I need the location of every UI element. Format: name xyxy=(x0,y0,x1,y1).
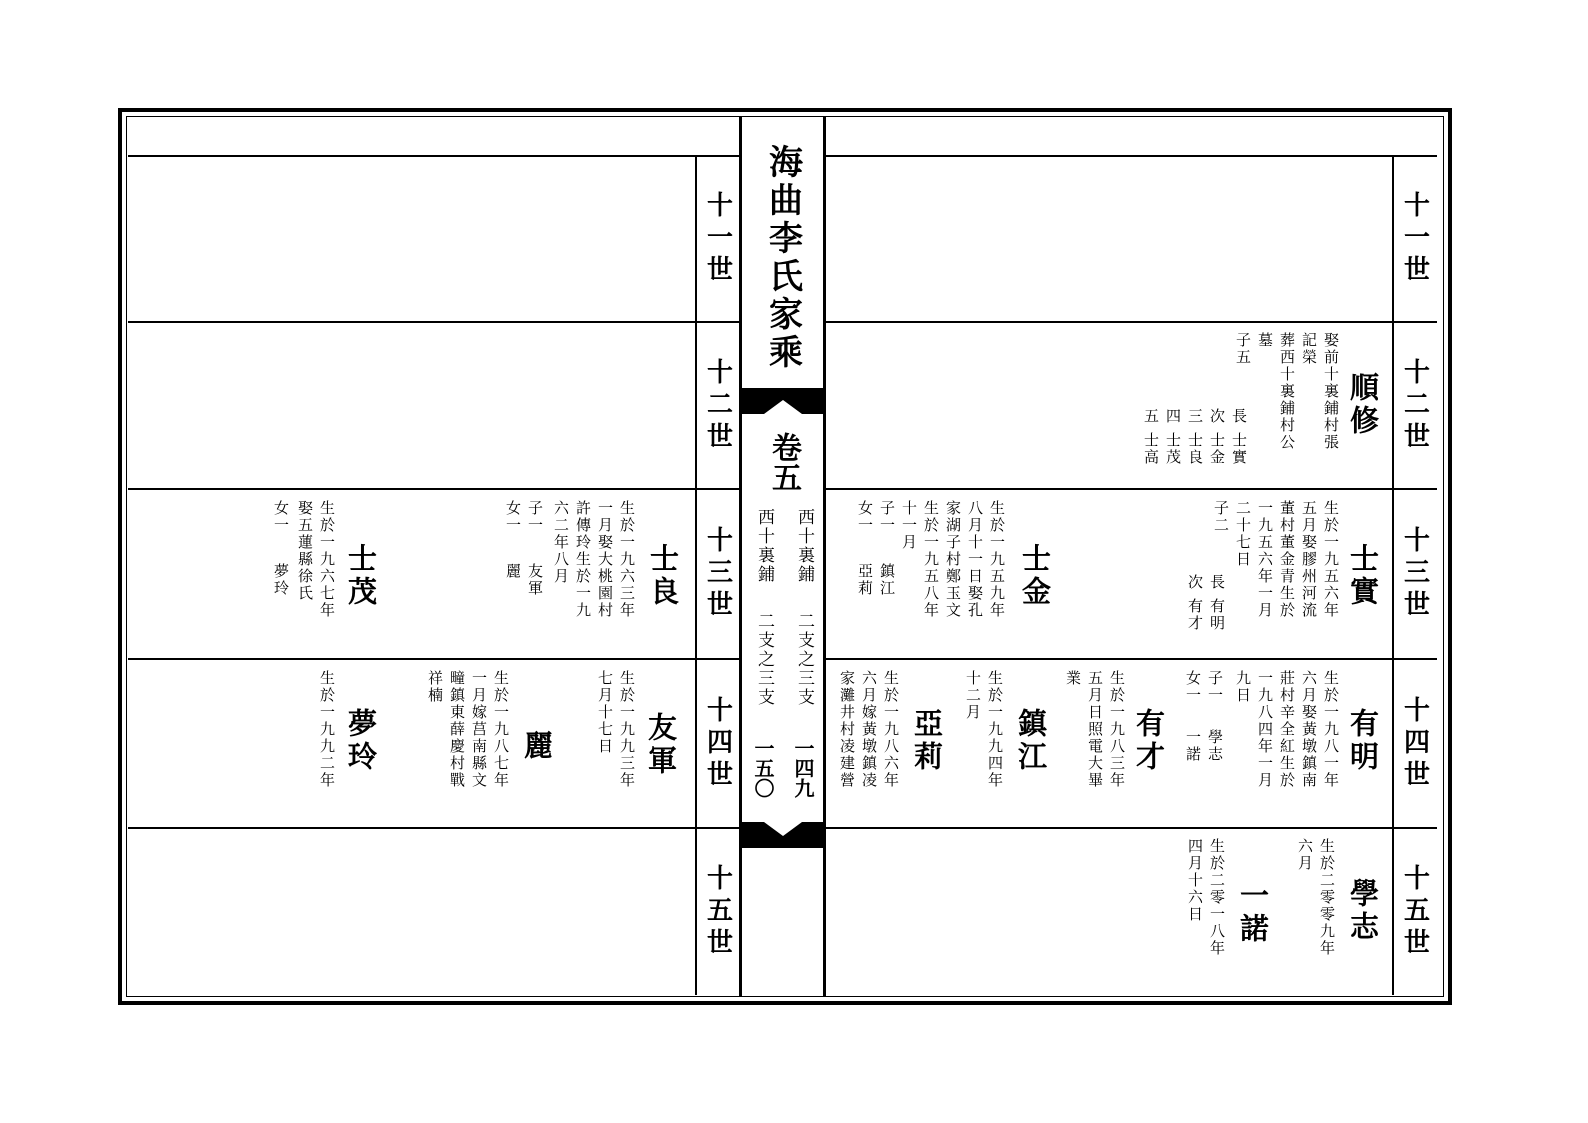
book-title: 海曲李氏家乘 xyxy=(762,144,803,372)
spine-right-village: 西十裏鋪 xyxy=(794,508,814,584)
person-detail: 疃鎮東薛慶村戰 xyxy=(448,670,466,789)
person-detail: 生於一九八六年 xyxy=(882,670,900,789)
gen-label-right-13: 十三世 xyxy=(1399,526,1430,622)
person-detail: 生於一九九四年 xyxy=(986,670,1004,789)
person-detail: 女一 一諾 xyxy=(1184,670,1202,763)
person-detail: 家湖子村鄭玉文 xyxy=(944,500,962,619)
person-detail: 子五 xyxy=(1234,332,1252,366)
person-detail: 許傳玲生於一九 xyxy=(574,500,592,619)
person-detail: 一九五六年一月 xyxy=(1256,500,1274,619)
person-detail: 生於一九九三年 xyxy=(618,670,636,789)
person-detail: 二十七日 xyxy=(1234,500,1252,568)
person-detail: 十二月 xyxy=(964,670,982,721)
person-detail: 女一 亞莉 xyxy=(856,500,874,597)
person-detail: 子一 友軍 xyxy=(526,500,544,597)
person-name-shiliang: 士良 xyxy=(646,543,680,609)
person-name-shimao: 士茂 xyxy=(344,543,378,609)
person-name-shunxiu: 順修 xyxy=(1346,372,1380,438)
gen-label-left-15: 十五世 xyxy=(702,864,733,960)
person-detail: 次 有才 xyxy=(1186,574,1204,632)
gen-label-left-13: 十三世 xyxy=(702,526,733,622)
spine-left-village: 西十裏鋪 xyxy=(754,508,774,584)
person-detail: 三 士良 xyxy=(1186,408,1204,466)
person-detail: 生於一九五六年 xyxy=(1322,500,1340,619)
spine-fishtail-bottom xyxy=(742,820,824,850)
person-detail: 六月嫁黃墩鎮凌 xyxy=(860,670,878,789)
person-detail: 四月十六日 xyxy=(1186,838,1204,923)
person-detail: 次 士金 xyxy=(1208,408,1226,466)
person-detail: 長 士實 xyxy=(1230,408,1248,466)
person-detail: 六月 xyxy=(1296,838,1314,872)
gen-label-right-11: 十一世 xyxy=(1399,191,1430,287)
rule-row4-left xyxy=(128,827,740,829)
person-detail: 生於一九八三年 xyxy=(1108,670,1126,789)
person-detail: 七月十七日 xyxy=(596,670,614,755)
person-detail: 十一月 xyxy=(900,500,918,551)
person-detail: 董村董金青生於 xyxy=(1278,500,1296,619)
person-detail: 生於一九八一年 xyxy=(1322,670,1340,789)
page-number-right: 一四九 xyxy=(791,738,815,798)
rule-top-right xyxy=(825,155,1437,157)
person-detail: 六二年八月 xyxy=(552,500,570,585)
gen-label-right-15: 十五世 xyxy=(1399,864,1430,960)
person-detail: 葬西十裏鋪村公 xyxy=(1278,332,1296,451)
person-detail: 五月娶膠州河流 xyxy=(1300,500,1318,619)
person-detail: 業 xyxy=(1064,670,1082,687)
person-name-li: 麗 xyxy=(520,730,554,763)
rule-row2-left xyxy=(128,488,740,490)
person-detail: 記榮 xyxy=(1300,332,1318,366)
person-detail: 生於一九五九年 xyxy=(988,500,1006,619)
person-name-youjun: 友軍 xyxy=(644,712,678,778)
person-detail: 八月十一日娶孔 xyxy=(966,500,984,619)
person-detail: 生於二零零九年 xyxy=(1318,838,1336,957)
person-detail: 四 士茂 xyxy=(1164,408,1182,466)
person-detail: 生於二零一八年 xyxy=(1208,838,1226,957)
spine-left-branch: 二支之三支 xyxy=(754,612,774,707)
person-detail: 生於一九八七年 xyxy=(492,670,510,789)
gen-label-right-14: 十四世 xyxy=(1399,695,1430,792)
person-name-shishi: 士實 xyxy=(1346,543,1380,609)
person-detail: 家灘井村凌建營 xyxy=(838,670,856,789)
gen-label-right-12: 十二世 xyxy=(1399,357,1430,454)
person-detail: 生於一九六七年 xyxy=(318,500,336,619)
person-detail: 娶前十裏鋪村張 xyxy=(1322,332,1340,451)
spine-line-left xyxy=(739,116,742,996)
person-detail: 生於一九九二年 xyxy=(318,670,336,789)
volume-label: 卷五 xyxy=(766,432,801,492)
person-detail: 生於一九五八年 xyxy=(922,500,940,619)
spine-right-branch: 二支之三支 xyxy=(794,612,814,707)
person-name-youcai: 有才 xyxy=(1132,708,1166,774)
person-name-shijin: 士金 xyxy=(1018,543,1052,609)
person-detail: 長 有明 xyxy=(1208,574,1226,632)
person-detail: 六月娶黃墩鎮南 xyxy=(1300,670,1318,789)
person-detail: 女一 麗 xyxy=(504,500,522,580)
rule-row2-right xyxy=(825,488,1437,490)
rule-top-left xyxy=(128,155,740,157)
rule-row1-right xyxy=(825,321,1437,323)
person-name-xuezhi: 學志 xyxy=(1346,878,1380,944)
person-detail: 子二 xyxy=(1212,500,1230,534)
person-name-yinuo: 一諾 xyxy=(1236,880,1270,946)
person-detail: 子一 鎮江 xyxy=(878,500,896,597)
spine-fishtail-top xyxy=(742,388,824,418)
person-detail: 五月日照電大畢 xyxy=(1086,670,1104,789)
person-detail: 一月嫁莒南縣文 xyxy=(470,670,488,789)
person-detail: 一九八四年一月 xyxy=(1256,670,1274,789)
page-number-left: 一五〇 xyxy=(751,738,775,798)
person-detail: 娶五蓮縣徐氏 xyxy=(296,500,314,602)
person-name-youming: 有明 xyxy=(1346,708,1380,774)
person-detail: 子一 學志 xyxy=(1206,670,1224,763)
rule-row4-right xyxy=(825,827,1437,829)
person-detail: 莊村辛全紅生於 xyxy=(1278,670,1296,789)
person-detail: 生於一九六三年 xyxy=(618,500,636,619)
person-detail: 五 士高 xyxy=(1142,408,1160,466)
person-detail: 女一 夢玲 xyxy=(272,500,290,597)
person-name-mengling: 夢玲 xyxy=(344,708,378,774)
person-detail: 一月娶大桃園村 xyxy=(596,500,614,619)
gen-label-left-12: 十二世 xyxy=(702,357,733,454)
person-name-zhenjiang: 鎮江 xyxy=(1014,708,1048,774)
spine-line-right xyxy=(823,116,826,996)
person-name-yali: 亞莉 xyxy=(910,708,944,774)
rule-row1-left xyxy=(128,321,740,323)
rule-row3-right xyxy=(825,658,1437,660)
person-detail: 祥楠 xyxy=(426,670,444,704)
gen-label-left-11: 十一世 xyxy=(702,191,733,287)
person-detail: 墓 xyxy=(1256,332,1274,349)
person-detail: 九日 xyxy=(1234,670,1252,704)
rule-row3-left xyxy=(128,658,740,660)
gen-label-left-14: 十四世 xyxy=(702,695,733,792)
